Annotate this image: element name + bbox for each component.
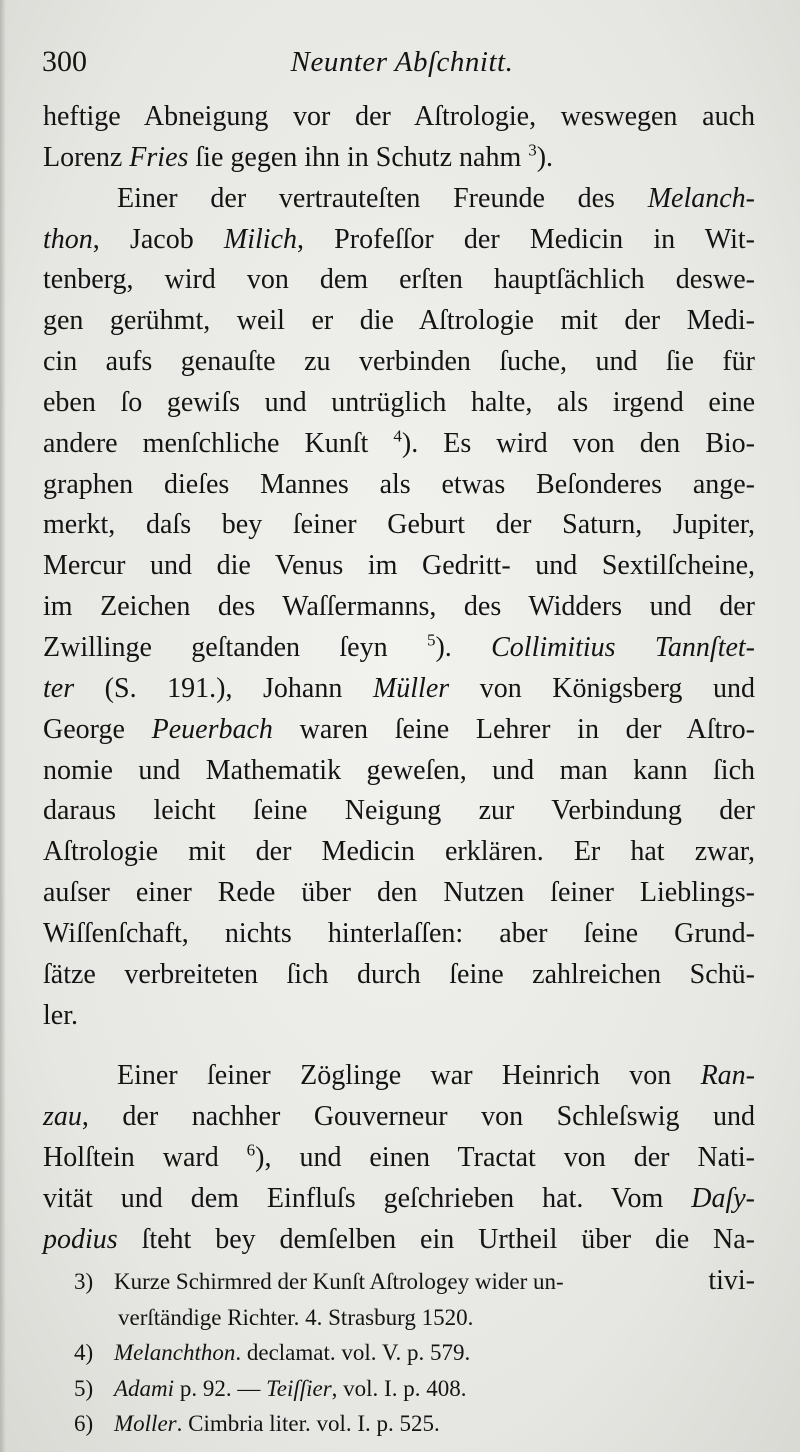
italic-name: Teiſſier	[266, 1375, 332, 1401]
text-line: Wiſſenſchaft, nichts hinterlaſſen: aber ſeine Grund-	[43, 917, 755, 949]
footnote-ref: 5	[426, 630, 436, 650]
paragraph-gap	[43, 1036, 755, 1056]
chapter-title: Neunter Abſchnitt.	[290, 46, 514, 78]
text-line: Einer ſeiner Zöglinge war Heinrich von Ran-	[117, 1060, 755, 1092]
italic-name: Ran-	[700, 1060, 755, 1092]
text-line: gen gerühmt, weil er die Aſtrologie mit der Medi-	[43, 305, 755, 337]
text-line: ter (S. 191.), Johann Müller von Königsberg und	[43, 672, 755, 704]
footnote: 6) Moller. Cimbria liter. vol. I. p. 525.	[74, 1406, 764, 1442]
italic-name: Melanchthon	[114, 1340, 236, 1365]
text-line: Lorenz Fries ſie gegen ihn in Schutz nahm $^3$).	[43, 140, 554, 173]
text-line: ler.	[43, 999, 78, 1031]
text-line: heftige Abneigung vor der Aſtrologie, weswegen auch	[43, 101, 755, 132]
text-line: daraus leicht ſeine Neigung zur Verbindung der	[43, 795, 755, 827]
footnote: 4) Melanchthon. declamat. vol. V. p. 579.	[74, 1335, 764, 1371]
text-line: andere menſchliche Kunſt $^4$). Es wird von den Bio-	[43, 426, 755, 459]
italic-name: Melanch-	[647, 182, 755, 214]
footnote-mark: 4)	[74, 1340, 94, 1365]
running-head	[42, 42, 762, 82]
text-line: im Zeichen des Waſſermanns, des Widders und der	[43, 591, 755, 623]
footnotes	[74, 1264, 764, 1442]
italic-name: Daſy-	[691, 1182, 755, 1214]
footnote-mark: 6)	[74, 1411, 94, 1436]
footnote-ref: 6	[246, 1140, 256, 1160]
text-line: Mercur und die Venus im Gedritt- und Sextilſcheine,	[43, 550, 755, 582]
footnote-mark: 3)	[74, 1269, 94, 1294]
italic-name: thon	[43, 223, 93, 255]
footnote-mark: 5)	[74, 1375, 94, 1401]
italic-name: podius	[43, 1223, 118, 1255]
text-line: auſser einer Rede über den Nutzen ſeiner Lieblings-	[43, 877, 755, 909]
italic-name: zau	[43, 1101, 82, 1133]
text-line: merkt, daſs bey ſeiner Geburt der Saturn, Jupiter,	[43, 509, 755, 541]
text-line: Zwillinge geſtanden ſeyn $^5$). Collimitius Tannſtet-	[43, 630, 756, 663]
text-line: Holſtein ward $^6$), und einen Tractat von der Nati-	[43, 1140, 755, 1174]
text-line: ſätze verbreiteten ſich durch ſeine zahlreichen Schü-	[43, 958, 755, 990]
body-text	[43, 97, 755, 1301]
text-line: Aſtrologie mit der Medicin erklären. Er hat zwar,	[43, 836, 755, 868]
page-edge-shadow	[0, 0, 6, 1452]
italic-name: Milich	[223, 223, 297, 255]
text-line: graphen dieſes Mannes als etwas Beſonderes ange-	[43, 468, 755, 500]
italic-name: Collimitius Tannſtet-	[491, 631, 756, 663]
text-line: George Peuerbach waren ſeine Lehrer in der Aſtro-	[43, 713, 755, 745]
text-line: vität und dem Einfluſs geſchrieben hat. Vom Daſy-	[43, 1182, 755, 1214]
text-line: thon, Jacob Milich, Profeſſor der Medicin in Wit-	[43, 223, 755, 255]
text-line: Einer der vertrauteſten Freunde des Melanch-	[117, 182, 755, 214]
text-line: tenberg, wird von dem erſten hauptſächlich deswe-	[43, 264, 755, 296]
footnote: 5) Adami p. 92. — Teiſſier, vol. I. p. 408.	[74, 1371, 764, 1407]
text-line: tivi-	[708, 1264, 755, 1296]
text-line: nomie und Mathematik geweſen, und man kann ſich	[43, 754, 755, 786]
italic-name: ter	[43, 672, 75, 704]
italic-name: Peuerbach	[151, 713, 273, 745]
text-line: cin aufs genauſte zu verbinden ſuche, und ſie für	[43, 346, 755, 378]
text-line: zau, der nachher Gouverneur von Schleſswig und	[43, 1101, 755, 1133]
italic-name: Adami	[114, 1375, 175, 1401]
page-number: 300	[42, 45, 87, 78]
italic-name: Moller	[114, 1411, 177, 1436]
footnote-ref: 4	[393, 426, 402, 446]
italic-name: Fries	[129, 141, 189, 173]
footnote: verſtändige Richter. 4. Strasburg 1520.	[118, 1304, 474, 1330]
text-line: podius ſteht bey demſelben ein Urtheil über die Na-	[43, 1223, 755, 1255]
italic-name: Müller	[372, 672, 450, 704]
footnote: 3) Kurze Schirmred der Kunſt Aſtrologey wider un-	[74, 1264, 764, 1300]
text-line: eben ſo gewiſs und untrüglich halte, als irgend eine	[43, 386, 755, 418]
footnote-ref: 3	[528, 140, 537, 160]
